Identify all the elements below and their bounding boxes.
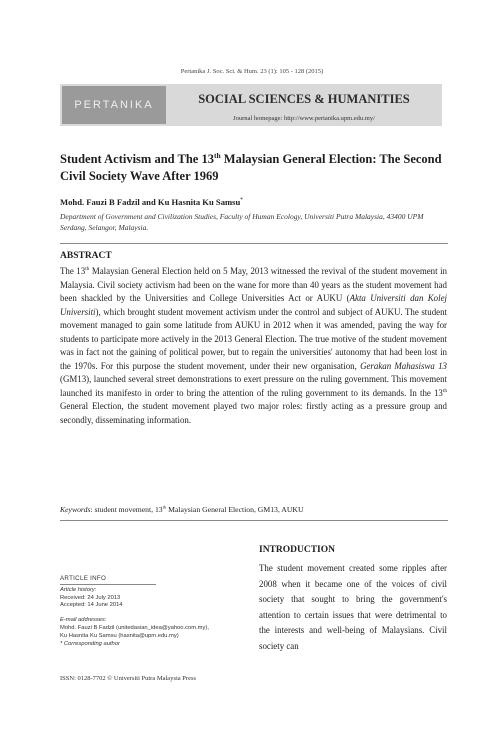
received-date: Received: 24 July 2013 <box>60 594 121 601</box>
author-list <box>60 197 442 207</box>
accepted-date: Accepted: 14 June 2014 <box>60 602 123 609</box>
abstract-body <box>60 265 447 428</box>
logo-text: PERTANIKA <box>74 99 154 111</box>
author-names: Mohd. Fauzi B Fadzil and Ku Hasnita Ku Samsu <box>60 197 241 207</box>
history-label: Article history: <box>60 586 97 593</box>
email-label: E-mail addresses: <box>60 617 107 624</box>
abstract-sup: th <box>85 266 90 273</box>
paper-title <box>60 151 442 185</box>
introduction-body: The student movement created some ripples after 2008 when it became one of the voices of civil society that sought to bring the government's attention to certain issues that were detrimental to the interests and well-being of Malaysians. Civil society can <box>259 563 447 651</box>
abstract-text: General Election, the student movement played two major roles: firstly acting as a pressure group and secondly, disseminating information. <box>60 401 447 426</box>
title-text-part2: Malaysian General Election: The Second Civil Society Wave After 1969 <box>60 152 442 183</box>
keywords-text: Malaysian General Election, GM13, AUKU <box>166 505 304 514</box>
abstract-italic: Akta Universiti dan Kolej Universiti <box>60 293 447 317</box>
title-text-part1: Student Activism and The 13 <box>60 152 214 166</box>
author-email-1: Mohd. Fauzi B Fadzil (unitedasian_idea@yahoo.com.my), <box>60 624 209 631</box>
issn-footer: ISSN: 0128-7702 © Universiti Putra Malaysia Press <box>60 675 197 682</box>
corresponding-mark: * <box>240 197 243 204</box>
journal-citation: Pertanika J. Soc. Sci. & Hum. 23 (1): 105 - 128 (2015) <box>180 68 324 75</box>
article-info <box>60 575 235 648</box>
author-affiliation: Department of Government and Civilization Studies, Faculty of Human Ecology, Universiti Putra Malaysia, 43400 UPM Serdang, Selangor, Malaysia. <box>60 212 424 232</box>
abstract-text: Malaysian General Election held on 5 May, 2013 witnessed the revival of the student movement in Malaysia. Civil society activism had been on the wane for more than 40 years as the student movement had been shackled by the Universities and College Universities Act or AUKU ( <box>60 266 447 304</box>
abstract-italic: Gerakan Mahasiswa 13 <box>360 360 447 371</box>
abstract-sup: th <box>442 387 447 394</box>
journal-section-title: SOCIAL SCIENCES & HUMANITIES <box>198 92 410 106</box>
title-superscript: th <box>213 150 221 160</box>
journal-homepage: Journal homepage: http://www.pertanika.upm.edu.my/ <box>233 115 375 122</box>
divider-top <box>60 243 448 244</box>
author-email-2: Ku Hasnita Ku Samsu (hasnita@upm.edu.my) <box>60 632 179 639</box>
keywords-label: Keywords <box>60 505 91 514</box>
keywords-text: : student movement, 13 <box>90 505 163 514</box>
corresponding-author-note: * Corresponding author <box>60 640 120 647</box>
introduction-heading: INTRODUCTION <box>259 545 336 555</box>
keywords-sup: th <box>162 504 167 510</box>
article-info-rule <box>60 584 156 585</box>
article-info-heading: ARTICLE INFO <box>60 575 107 582</box>
divider-bottom <box>60 520 448 521</box>
abstract-heading: ABSTRACT <box>60 251 112 261</box>
pertanika-logo <box>62 86 166 124</box>
keywords <box>60 505 447 514</box>
abstract-text: ), which brought student movement activism under the control and subject of AUKU. The student movement managed to gain some latitude from AUKU in 2012 when it was amended, paving the way for students to participate more actively in the 2013 General Election. The true motive of the student movement was in fact not the gaining of political power, but to regain the universities' autonomy that had been lost in the 1970s. For this purpose the student movement, under their new organisation, <box>60 306 447 371</box>
abstract-text: (GM13), launched several street demonstrations to exert pressure on the ruling government. This movement launched its manifesto in order to bring the attention of the ruling government to its demands. In the 13 <box>60 374 447 398</box>
abstract-text: The 13 <box>60 266 86 276</box>
